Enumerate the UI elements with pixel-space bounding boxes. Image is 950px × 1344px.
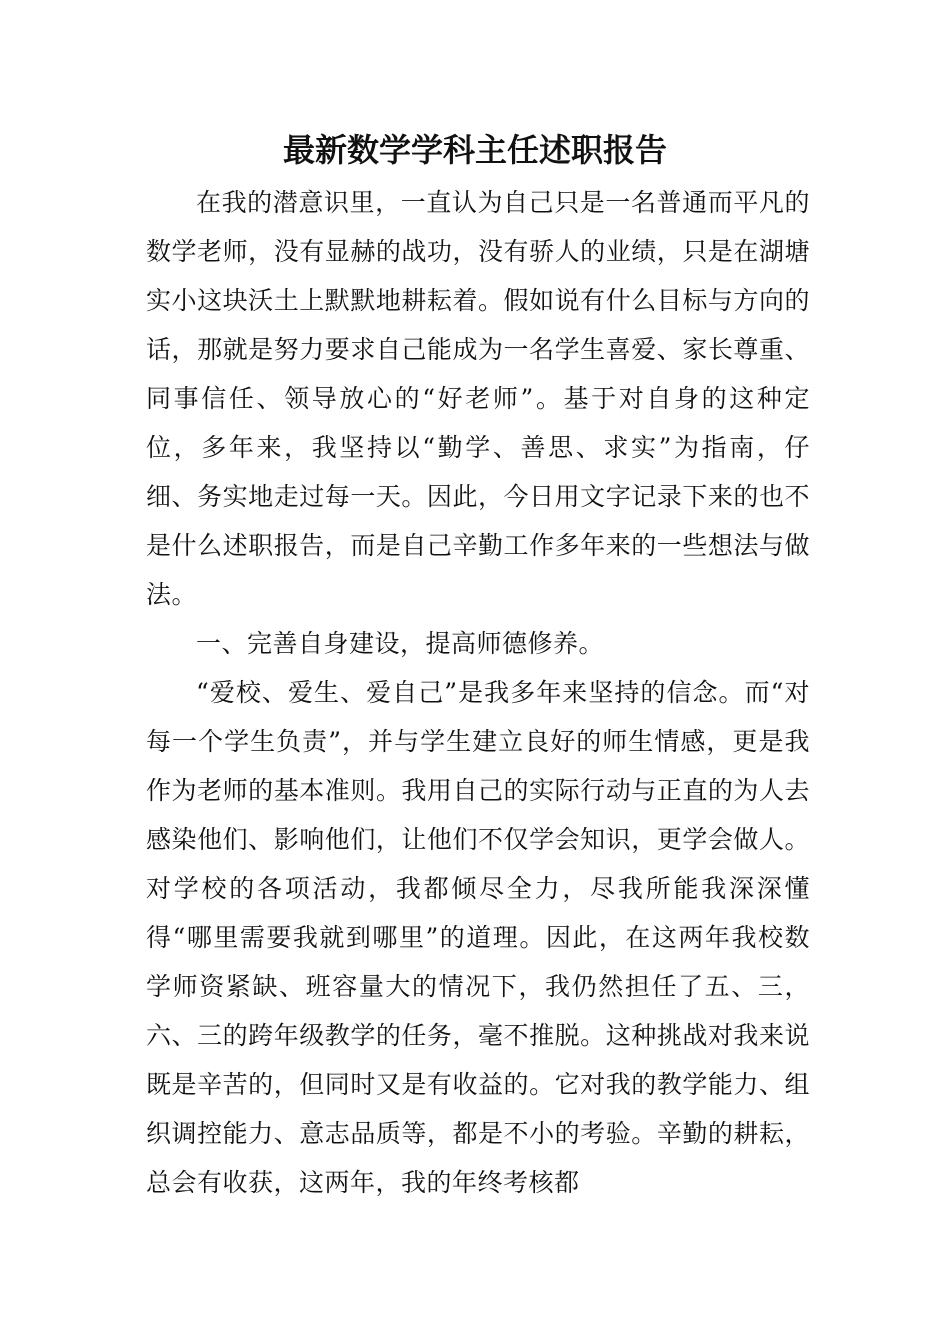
section-heading-1: 一、完善自身建设，提高师德修养。 [196, 629, 605, 658]
document-body [146, 178, 810, 1207]
paragraph-section-1: “爱校、爱生、爱自己”是我多年来坚持的信念。而“对每一个学生负责”，并与学生建立良好的师生情感，更是我作为老师的基本准则。我用自己的实际行动与正直的为人去感染他们、影响他们，让他们不仅学会知识，更学会做人。对学校的各项活动，我都倾尽全力，尽我所能我深深懂得“哪里需要我就到哪里”的道理。因此，在这两年我校数学师资紧缺、班容量大的情况下，我仍然担任了五、三，六、三的跨年级教学的任务，毫不推脱。这种挑战对我来说既是辛苦的，但同时又是有收益的。它对我的教学能力、组织调控能力、意志品质等，都是不小的考验。辛勤的耕耘，总会有收获，这两年，我的年终考核都 [146, 678, 810, 1197]
paragraph-intro: 在我的潜意识里，一直认为自己只是一名普通而平凡的数学老师，没有显赫的战功，没有骄人的业绩，只是在湖塘实小这块沃土上默默地耕耘着。假如说有什么目标与方向的话，那就是努力要求自己能成为一名学生喜爱、家长尊重、同事信任、领导放心的“好老师”。基于对自身的这种定位，多年来，我坚持以“勤学、善思、求实”为指南，仔细、务实地走过每一天。因此，今日用文字记录下来的也不是什么述职报告，而是自己辛勤工作多年来的一些想法与做法。 [146, 188, 810, 609]
document-title: 最新数学学科主任述职报告 [282, 131, 667, 169]
